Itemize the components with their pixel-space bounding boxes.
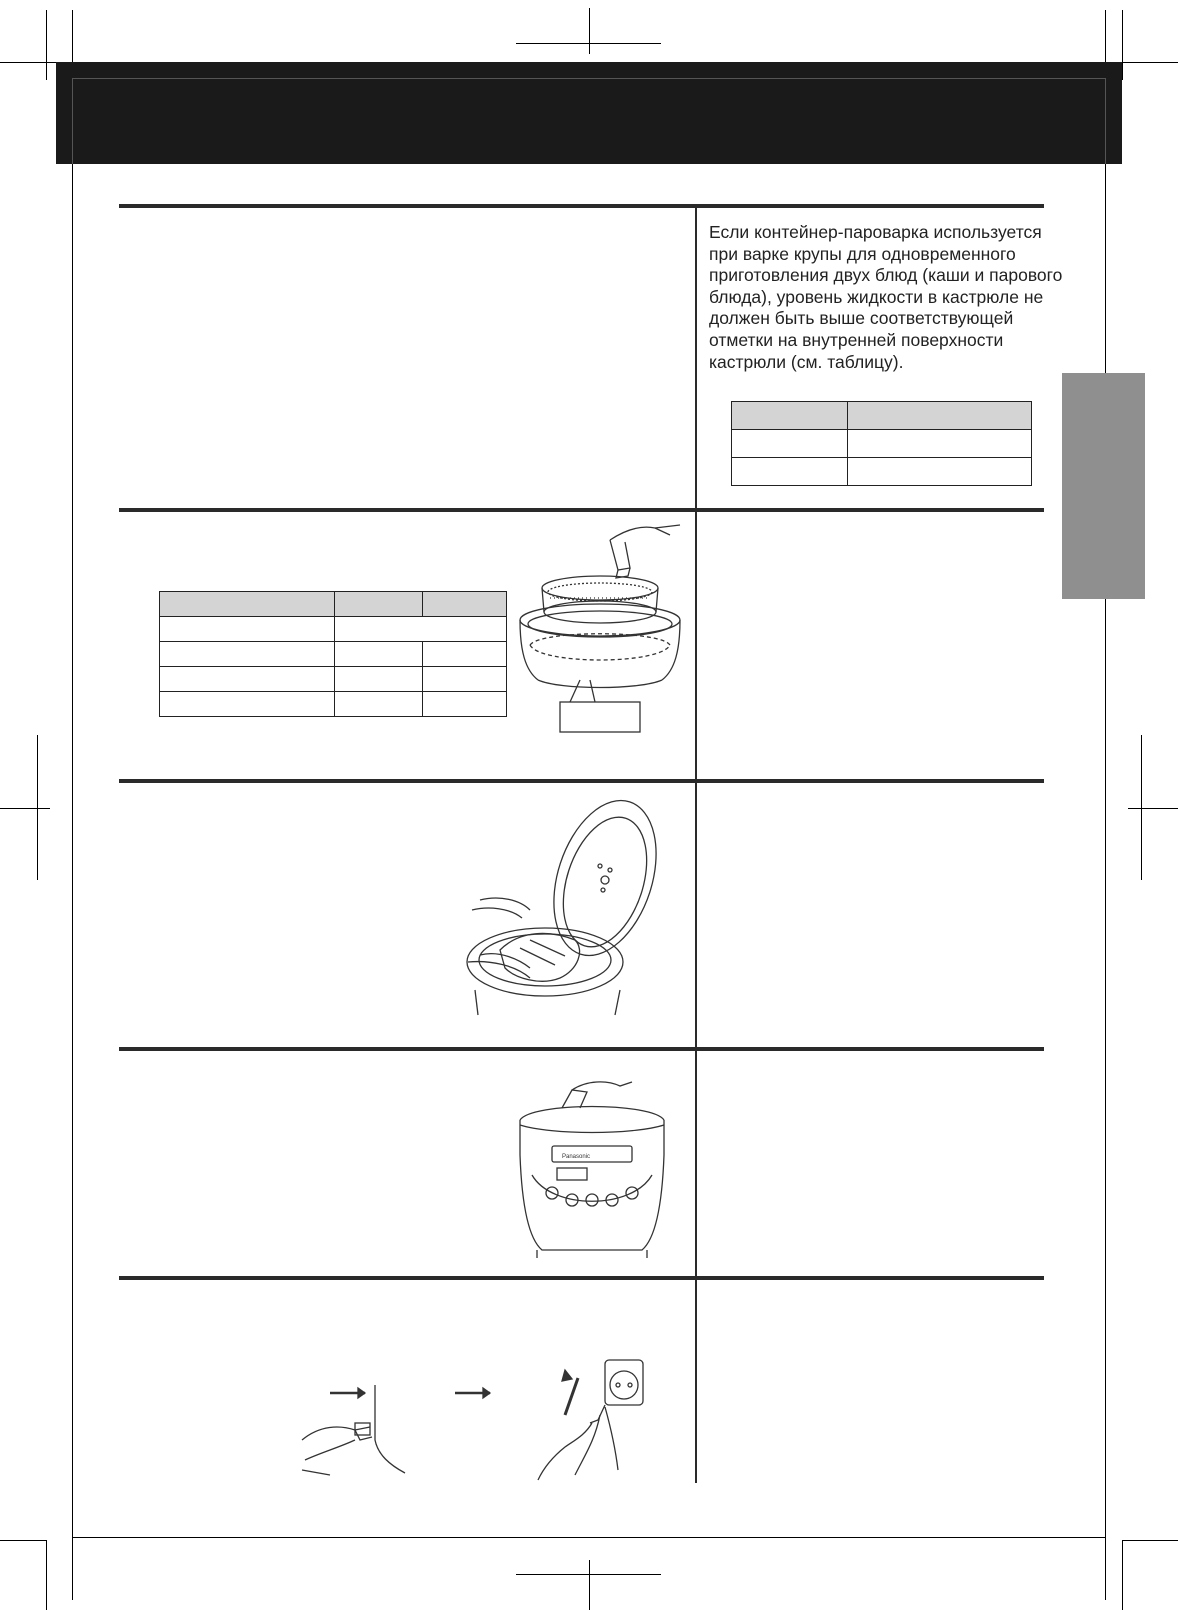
plug-in-figure bbox=[300, 1385, 645, 1485]
side-tab bbox=[1062, 373, 1145, 599]
table-cell bbox=[335, 617, 507, 642]
table-cell bbox=[335, 642, 423, 667]
section-rule-3 bbox=[119, 779, 1044, 783]
section-rule-5 bbox=[119, 1276, 1044, 1280]
brand-label: Panasonic bbox=[562, 1154, 591, 1160]
table-cell bbox=[732, 402, 848, 430]
header-bar-frame bbox=[72, 78, 1106, 164]
table-cell bbox=[423, 667, 507, 692]
section-rule-4 bbox=[119, 1047, 1044, 1051]
note-line: Если контейнер-пароварка используется bbox=[709, 222, 1042, 242]
steamer-basket-figure bbox=[530, 520, 690, 755]
note-line: должен быть выше соответствующей bbox=[709, 308, 1014, 329]
note-line: приготовления двух блюд (каши и парового bbox=[709, 265, 1063, 286]
table-cell bbox=[423, 592, 507, 617]
table-cell bbox=[335, 667, 423, 692]
note-line: блюда), уровень жидкости в кастрюле не bbox=[709, 286, 1044, 307]
table-cell bbox=[423, 642, 507, 667]
section-rule-2 bbox=[119, 508, 1044, 512]
note-line: кастрюли (см. таблицу). bbox=[709, 351, 904, 372]
table-cell bbox=[160, 692, 335, 717]
table-cell bbox=[335, 592, 423, 617]
note-line: при варке крупы для одновременного bbox=[709, 243, 1016, 264]
table-cell bbox=[423, 692, 507, 717]
steaming-table bbox=[159, 591, 507, 717]
table-cell bbox=[335, 692, 423, 717]
table-cell bbox=[732, 458, 848, 486]
table-cell bbox=[160, 642, 335, 667]
table-cell bbox=[160, 592, 335, 617]
note-line: отметки на внутренней поверхности bbox=[709, 329, 1004, 350]
table-cell bbox=[848, 402, 1032, 430]
steamer-note bbox=[709, 222, 1063, 373]
table-cell bbox=[848, 430, 1032, 458]
table-cell bbox=[160, 667, 335, 692]
table-cell bbox=[848, 458, 1032, 486]
cooker-closed-figure bbox=[512, 1080, 672, 1260]
cooker-open-lid-figure bbox=[460, 790, 700, 1030]
table-cell bbox=[160, 617, 335, 642]
table-cell bbox=[732, 430, 848, 458]
section-rule-1 bbox=[119, 204, 1044, 208]
liquid-level-table bbox=[731, 401, 1032, 486]
